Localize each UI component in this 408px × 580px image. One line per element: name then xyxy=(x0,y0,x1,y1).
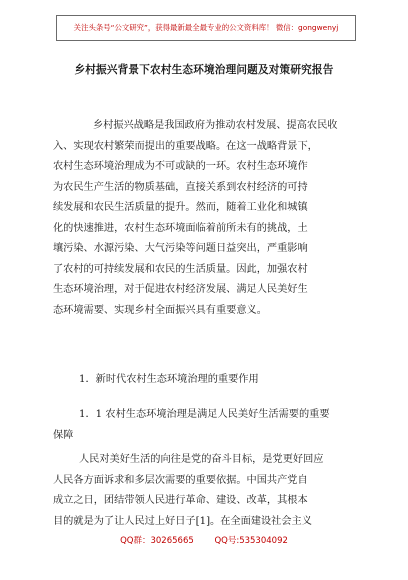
heading-line: 保障 xyxy=(53,429,74,441)
paragraph-line: 生态环境治理，对于促进农村经济发展、满足人民美好生 xyxy=(53,284,308,295)
paragraph-line: 成立之日，团结带领人民进行革命、建设、改革，其根本 xyxy=(53,495,308,506)
document-title: 乡村振兴背景下农村生态环境治理问题及对策研究报告 xyxy=(74,64,334,76)
heading-line: 1．新时代农村生态环境治理的重要作用 xyxy=(79,374,259,385)
paragraph-line: 为农民生产生活的物质基础，直接关系到农村经济的可持 xyxy=(53,181,308,193)
header-banner: 关注头条号“公文研究”，获得最新最全最专业的公文资料库！ 微信：gongwenyj xyxy=(56,15,356,41)
paragraph-line: 化的快速推进，农村生态环境面临着前所未有的挑战，土 xyxy=(53,222,308,234)
paragraph-line: 乡村振兴战略是我国政府为推动农村发展、提高农民收 xyxy=(93,120,338,131)
paragraph-line: 了农村的可持续发展和农民的生活质量。因此，加强农村 xyxy=(53,263,308,275)
paragraph-line: 人民各方面诉求和多层次需要的重要依据。中国共产党自 xyxy=(53,474,308,486)
paragraph-line: 续发展和农民生活质量的提升。然而，随着工业化和城镇 xyxy=(53,202,308,213)
paragraph-line: 目的就是为了让人民过上好日子[1]。在全面建设社会主义 xyxy=(53,515,312,527)
section-1-heading xyxy=(73,370,373,391)
paragraph-line: 态环境需要、实现乡村全面振兴具有重要意义。 xyxy=(53,304,267,316)
section-1-1-heading xyxy=(53,405,373,446)
qq-group-text: QQ群：30265665 xyxy=(120,536,194,546)
paragraph-line: 人民对美好生活的向往是党的奋斗目标，是党更好回应 xyxy=(79,454,324,465)
qq-number-text: QQ号:535304092 xyxy=(214,536,288,546)
intro-paragraph xyxy=(53,116,373,321)
section-1-1-paragraph xyxy=(53,450,373,532)
paragraph-line: 农村生态环境治理成为不可或缺的一环。农村生态环境作 xyxy=(53,161,308,172)
footer-contact xyxy=(0,534,408,546)
paragraph-line: 入、实现农村繁荣而提出的重要战略。在这一战略背景下， xyxy=(53,140,318,152)
paragraph-line: 壤污染、水源污染、大气污染等问题日益突出，严重影响 xyxy=(53,243,308,254)
heading-line: 1．1 农村生态环境治理是满足人民美好生活需要的重要 xyxy=(79,409,330,420)
